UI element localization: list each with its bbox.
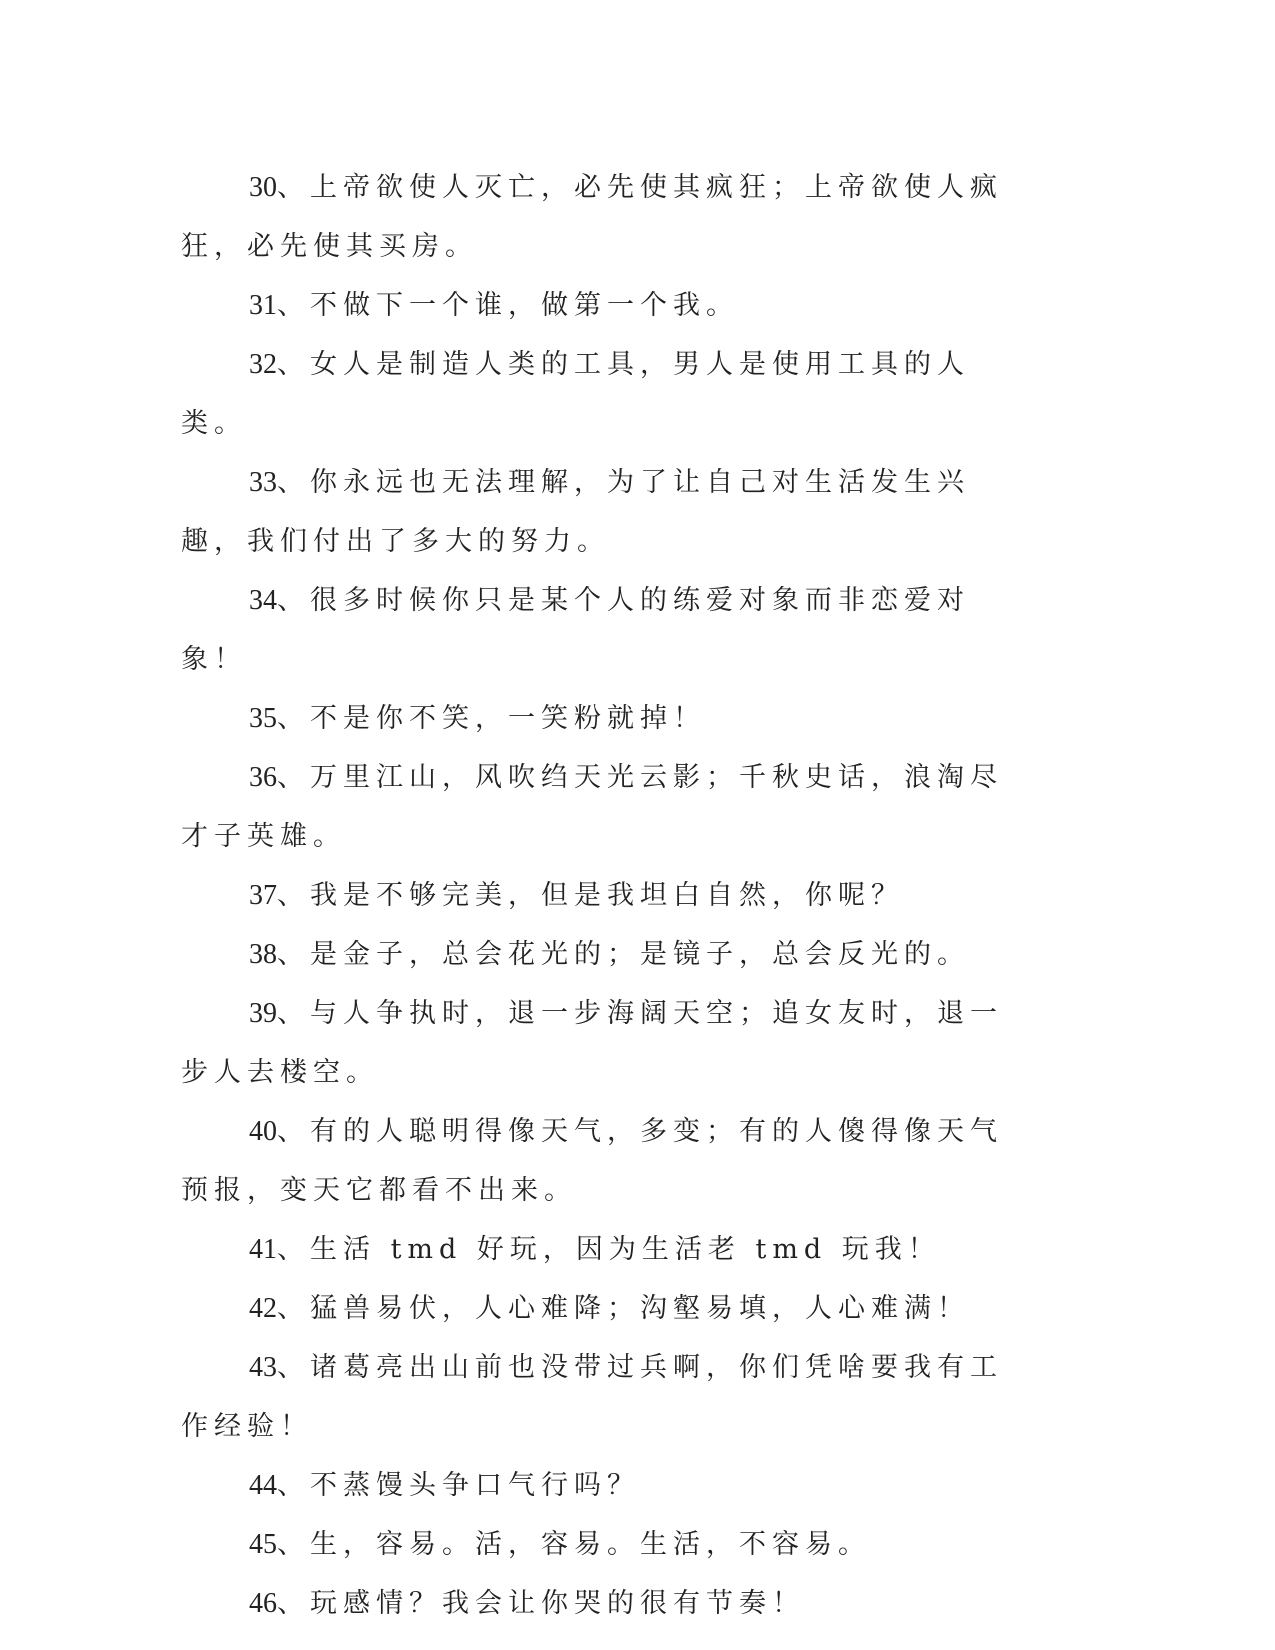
item-text: 、很多时候你只是某个人的练爱对象而非恋爱对象！ (181, 585, 970, 675)
item-text: 、诸葛亮出山前也没带过兵啊，你们凭啥要我有工作经验！ (181, 1352, 1003, 1442)
paragraph-46 (181, 1574, 1026, 1633)
paragraph-36 (181, 748, 1026, 866)
item-text: 、不蒸馒头争口气行吗？ (277, 1470, 640, 1501)
item-text: 、不做下一个谁，做第一个我。 (277, 290, 739, 321)
paragraph-43 (181, 1338, 1026, 1456)
item-number: 33 (249, 467, 277, 498)
item-number: 43 (249, 1352, 277, 1383)
item-number: 34 (249, 585, 277, 616)
item-text: 、玩感情？我会让你哭的很有节奏！ (277, 1588, 805, 1619)
item-number: 31 (249, 290, 277, 321)
item-text: 、你永远也无法理解，为了让自己对生活发生兴趣，我们付出了多大的努力。 (181, 467, 970, 557)
item-text: 、有的人聪明得像天气，多变；有的人傻得像天气预报，变天它都看不出来。 (181, 1116, 1003, 1206)
paragraph-33 (181, 453, 1026, 571)
paragraph-40 (181, 1102, 1026, 1220)
item-number: 30 (249, 172, 277, 203)
item-number: 35 (249, 703, 277, 734)
document-body (181, 158, 1026, 1633)
item-text: 、万里江山，风吹绉天光云影；千秋史话，浪淘尽才子英雄。 (181, 762, 1003, 852)
paragraph-42 (181, 1279, 1026, 1338)
paragraph-31 (181, 276, 1026, 335)
item-text: 、女人是制造人类的工具，男人是使用工具的人类。 (181, 349, 970, 439)
item-number: 40 (249, 1116, 277, 1147)
item-number: 42 (249, 1293, 277, 1324)
item-text: 、上帝欲使人灭亡，必先使其疯狂；上帝欲使人疯狂，必先使其买房。 (181, 172, 1003, 262)
item-number: 39 (249, 998, 277, 1029)
item-number: 46 (249, 1588, 277, 1619)
item-number: 36 (249, 762, 277, 793)
item-text: 、我是不够完美，但是我坦白自然，你呢？ (277, 880, 904, 911)
item-number: 38 (249, 939, 277, 970)
item-number: 41 (249, 1234, 277, 1265)
paragraph-44 (181, 1456, 1026, 1515)
paragraph-41 (181, 1220, 1026, 1279)
item-text: 、生，容易。活，容易。生活，不容易。 (277, 1529, 871, 1560)
item-text: 、生活 tmd 好玩，因为生活老 tmd 玩我！ (277, 1234, 941, 1265)
item-text: 、是金子，总会花光的；是镜子，总会反光的。 (277, 939, 970, 970)
item-number: 44 (249, 1470, 277, 1501)
item-text: 、猛兽易伏，人心难降；沟壑易填，人心难满！ (277, 1293, 970, 1324)
item-number: 37 (249, 880, 277, 911)
paragraph-35 (181, 689, 1026, 748)
paragraph-34 (181, 571, 1026, 689)
paragraph-38 (181, 925, 1026, 984)
paragraph-45 (181, 1515, 1026, 1574)
item-text: 、不是你不笑，一笑粉就掉！ (277, 703, 706, 734)
paragraph-30 (181, 158, 1026, 276)
paragraph-32 (181, 335, 1026, 453)
item-number: 45 (249, 1529, 277, 1560)
paragraph-37 (181, 866, 1026, 925)
paragraph-39 (181, 984, 1026, 1102)
item-text: 、与人争执时，退一步海阔天空；追女友时，退一步人去楼空。 (181, 998, 1003, 1088)
item-number: 32 (249, 349, 277, 380)
